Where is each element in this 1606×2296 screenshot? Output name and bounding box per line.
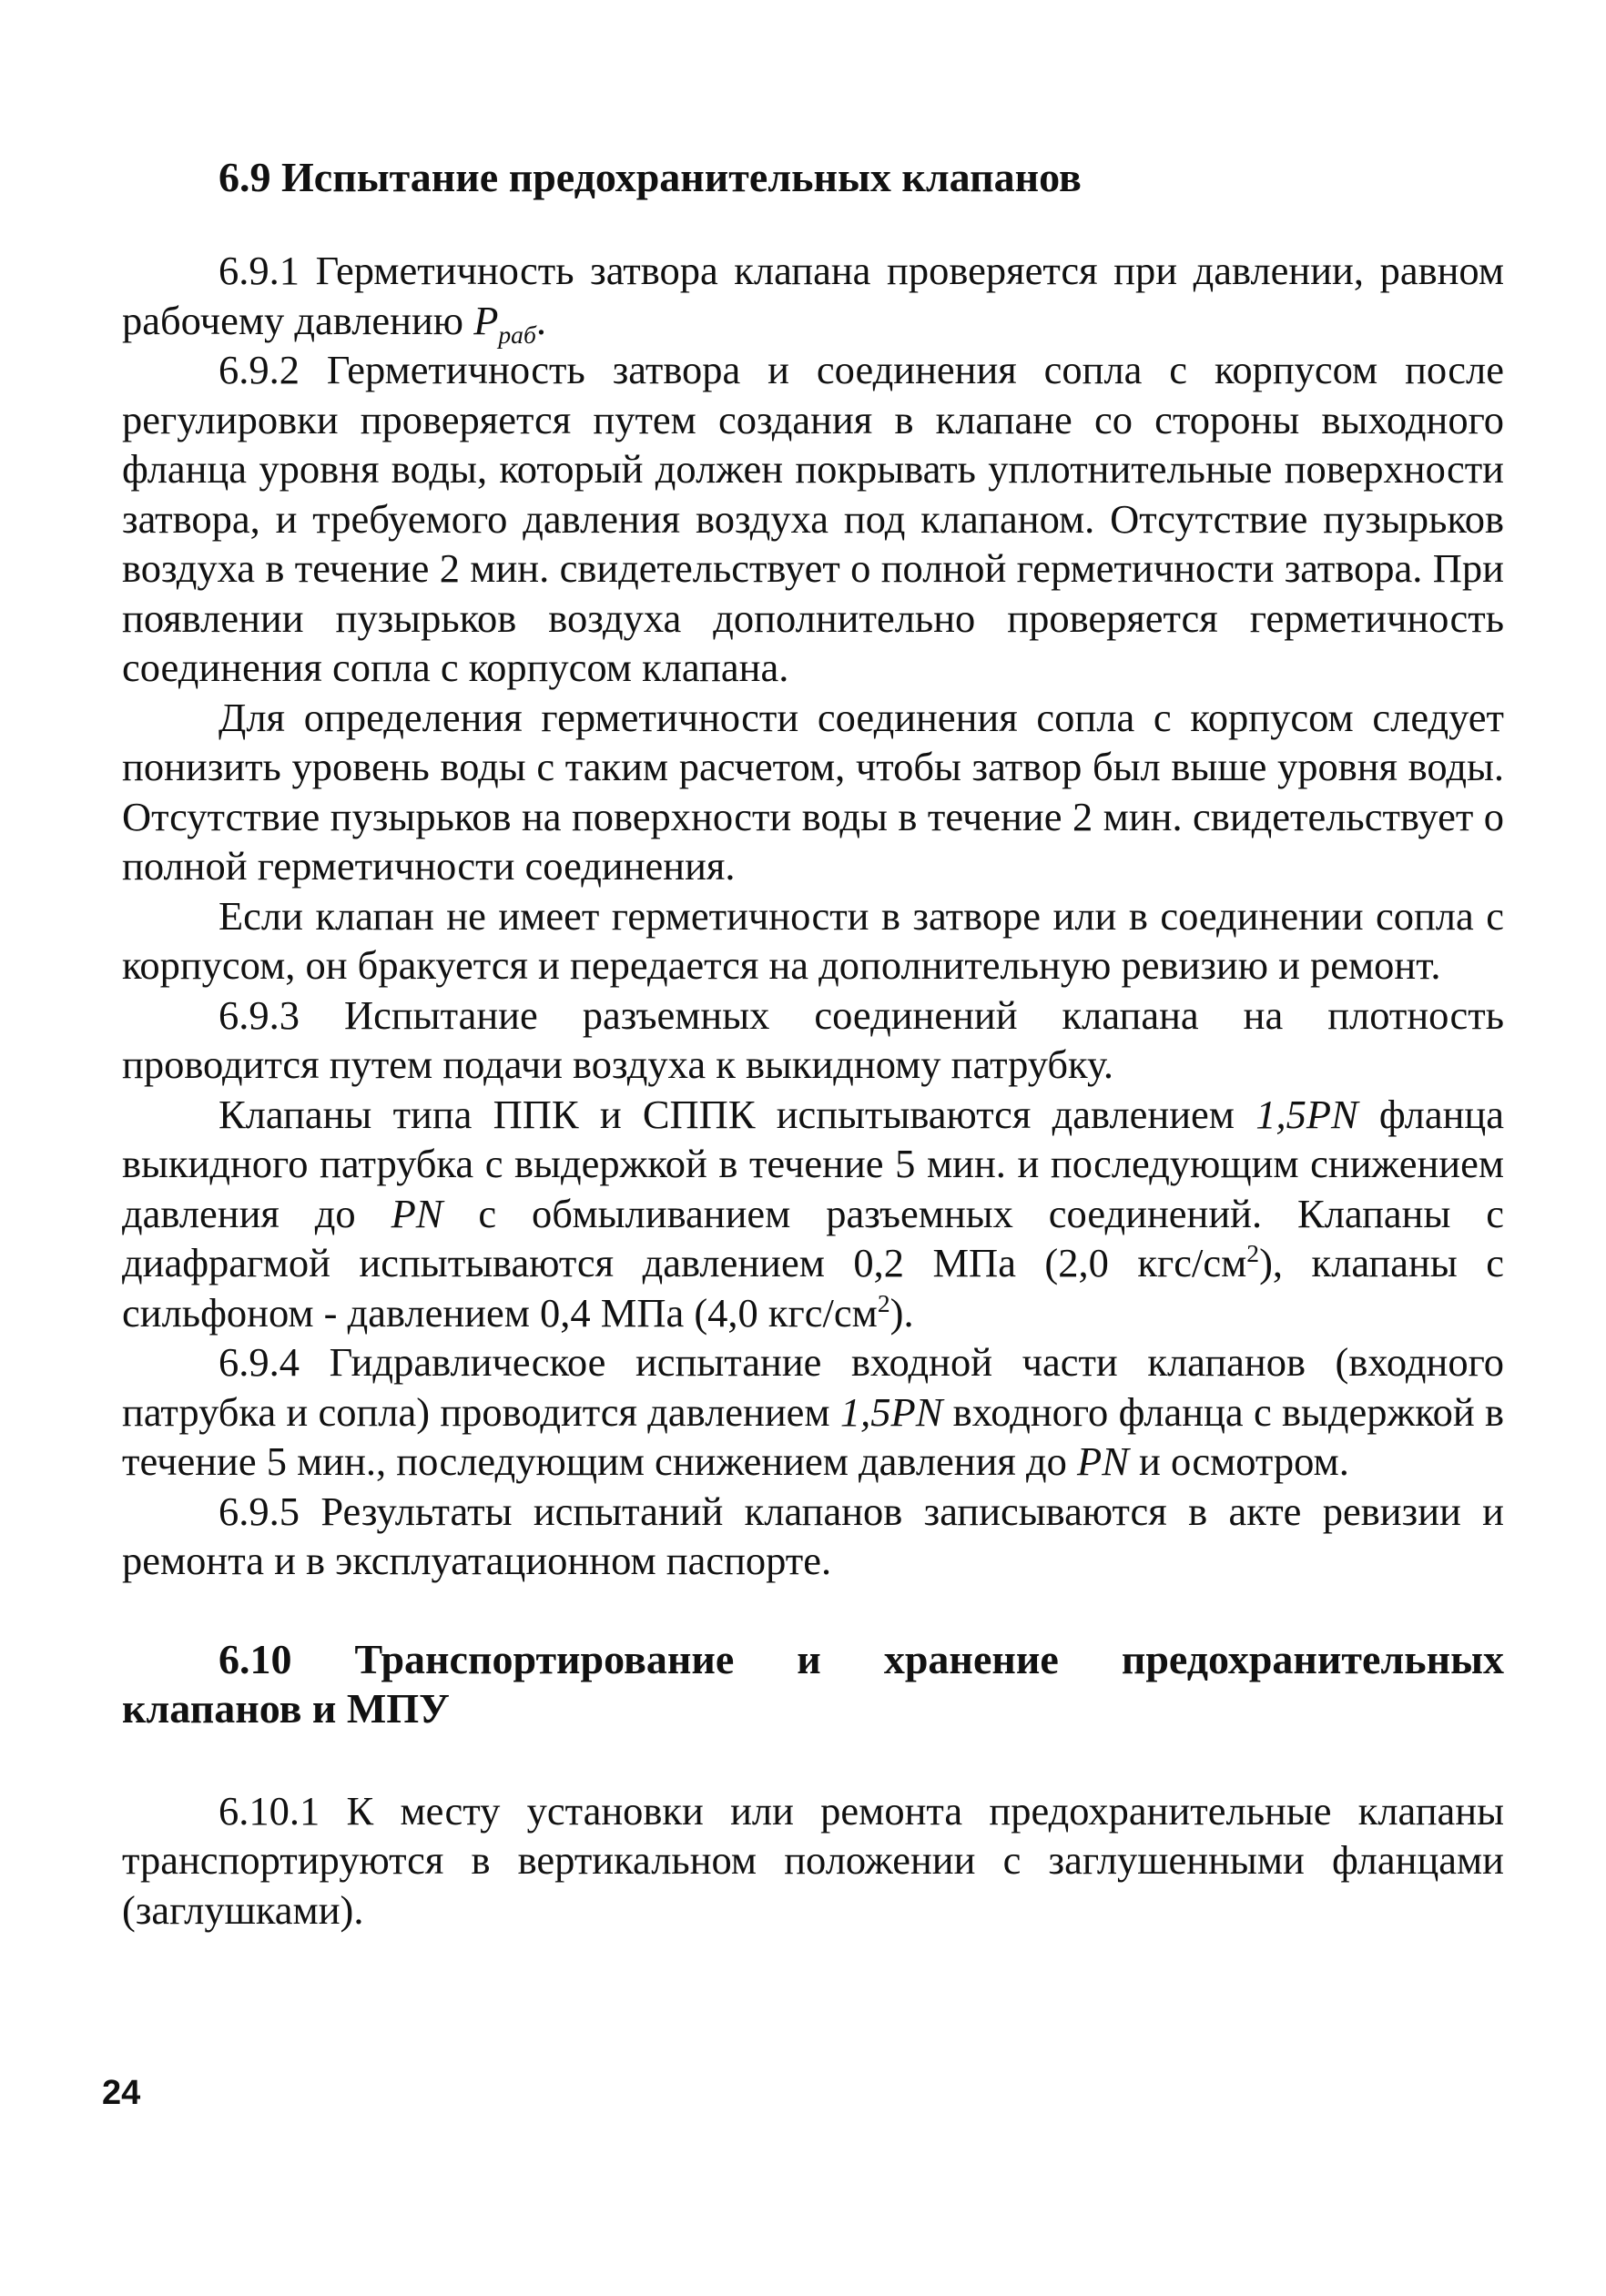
ppk-text-a: Клапаны типа ППК и СППК испытываются давлением bbox=[219, 1091, 1256, 1137]
p694-text-e: и осмотром. bbox=[1128, 1438, 1349, 1484]
section-heading-6-10-line2: клапанов и МПУ bbox=[122, 1684, 450, 1732]
page-number: 24 bbox=[102, 2074, 141, 2112]
pressure-subscript: раб bbox=[498, 320, 536, 349]
paragraph-6-9-1 bbox=[122, 246, 1504, 349]
paragraph-6-9-1-end: . bbox=[535, 297, 546, 343]
ppk-text-g: ), клапаны с сильфоном - давлением 0,4 МПа (4,0 кгс/см bbox=[122, 1240, 1504, 1336]
page-content bbox=[122, 153, 1504, 1935]
section-heading-6-10-line1: 6.10 Транспортирование и хранение предохранительных bbox=[219, 1635, 1504, 1682]
p694-text-c: входного фланца с выдержкой в течение 5 мин., последующим снижением давления до bbox=[122, 1388, 1505, 1484]
ppk-superscript-2: 2 bbox=[877, 1288, 890, 1317]
paragraph-nozzle-check: Для определения герметичности соединения сопла с корпусом следует понизить уровень воды с таким расчетом, чтобы затвор был выше уровня воды. Отсутствие пузырьков на поверхности воды в течение 2 мин. свидетельствует о полной герметичности соединения. bbox=[122, 694, 1504, 889]
paragraph-reject: Если клапан не имеет герметичности в затворе или в соединении сопла с корпусом, он бракуется и передается на дополнительную ревизию и ремонт. bbox=[122, 892, 1504, 988]
p694-value-pn: PN bbox=[1077, 1438, 1129, 1484]
ppk-text-i: ). bbox=[889, 1289, 914, 1336]
paragraph-6-9-2: 6.9.2 Герметичность затвора и соединения сопла с корпусом после регулировки проверяется путем создания в клапане со стороны выходного фланца уровня воды, который должен покрывать уплотнительные поверхности затвора, и требуемого давления воздуха под клапаном. Отсутствие пузырьков воздуха в течение 2 мин. свидетельствует о полной герметичности затвора. При появлении пузырьков воздуха дополнительно проверяется герметичность соединения сопла с корпусом клапана. bbox=[122, 347, 1504, 690]
ppk-superscript-1: 2 bbox=[1246, 1239, 1260, 1268]
paragraph-6-9-4 bbox=[122, 1337, 1504, 1487]
paragraph-6-10-1: 6.10.1 К месту установки или ремонта предохранительные клапаны транспортируются в вертикальном положении с заглушенными фланцами (заглушками). bbox=[122, 1787, 1504, 1933]
section-heading-6-10 bbox=[122, 1635, 1504, 1733]
paragraph-6-9-5: 6.9.5 Результаты испытаний клапанов записываются в акте ревизии и ремонта и в эксплуатационном паспорте. bbox=[122, 1488, 1504, 1583]
p694-value-1-5pn: 1,5PN bbox=[839, 1388, 943, 1435]
section-heading-6-9: 6.9 Испытание предохранительных клапанов bbox=[219, 154, 1082, 200]
ppk-text-c: фланца выкидного патрубка с выдержкой в течение 5 мин. и последующим снижением давления до bbox=[122, 1091, 1504, 1236]
paragraph-6-9-3: 6.9.3 Испытание разъемных соединений клапана на плотность проводится путем подачи воздуха к выкидному патрубку. bbox=[122, 991, 1504, 1087]
paragraph-6-9-1-text: 6.9.1 Герметичность затвора клапана проверяется при давлении, равном рабочему давлению bbox=[122, 248, 1504, 343]
paragraph-ppk-test bbox=[122, 1090, 1504, 1338]
ppk-value-pn: PN bbox=[391, 1190, 443, 1236]
ppk-value-1-5pn: 1,5PN bbox=[1255, 1091, 1358, 1137]
p694-text-a: 6.9.4 Гидравлическое испытание входной части клапанов (входного патрубка и сопла) проводится давлением bbox=[122, 1339, 1504, 1435]
ppk-text-e: с обмыливанием разъемных соединений. Клапаны с диафрагмой испытываются давлением 0,2 МПа (2,0 кгс/см bbox=[122, 1190, 1505, 1285]
pressure-symbol: P bbox=[473, 297, 499, 343]
